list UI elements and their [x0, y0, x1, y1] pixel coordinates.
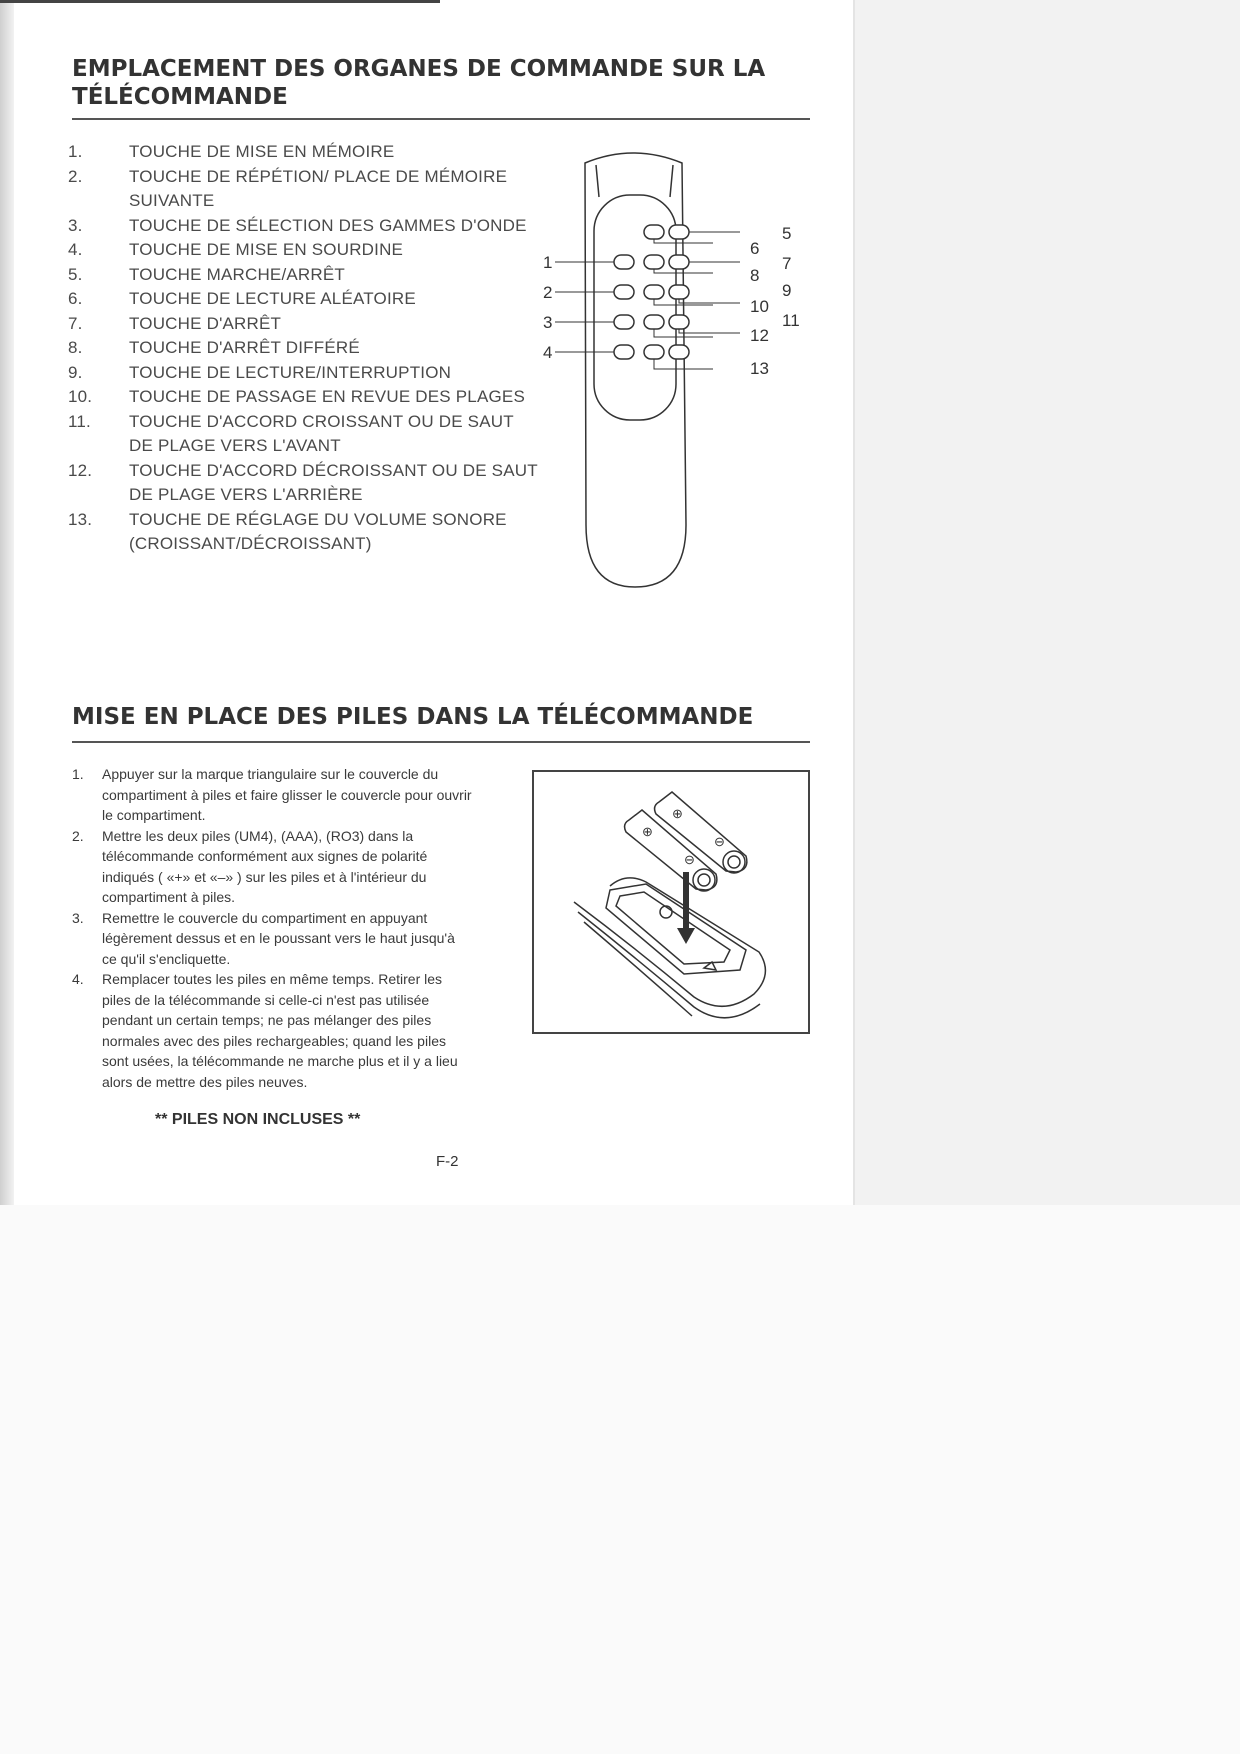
callout-label: 7 [782, 254, 792, 273]
list-item [68, 287, 538, 312]
list-item [68, 140, 538, 165]
section-divider [72, 118, 810, 120]
battery-minus-sign: ⊖ [684, 852, 695, 867]
item-text: TOUCHE DE LECTURE/INTERRUPTION [129, 362, 452, 382]
section-title-controls: EMPLACEMENT DES ORGANES DE COMMANDE SUR LA TÉLÉCOMMANDE [72, 56, 766, 110]
insert-arrow-head [677, 928, 695, 944]
callout-label: 13 [750, 359, 769, 378]
list-item [68, 385, 538, 410]
list-item [68, 312, 538, 337]
list-item [68, 165, 538, 214]
step-number: 1. [72, 766, 84, 782]
battery-1 [625, 810, 717, 890]
scan-right-margin [855, 0, 1240, 1205]
battery-plus-sign: ⊕ [642, 824, 653, 839]
item-number: 10. [68, 387, 93, 406]
list-item [68, 410, 538, 459]
list-item [72, 826, 472, 908]
item-number: 1. [68, 142, 83, 161]
item-text: TOUCHE DE RÉPÉTION/ PLACE DE MÉMOIRE SUIVANTE [129, 166, 508, 210]
item-number: 12. [68, 460, 93, 480]
scan-top-edge [0, 0, 440, 3]
remote-button [669, 225, 689, 239]
item-number: 8. [68, 338, 83, 357]
controls-list [68, 140, 538, 557]
item-number: 3. [68, 215, 83, 235]
list-item [68, 508, 538, 557]
callout-label: 8 [750, 266, 760, 285]
section-divider [72, 741, 810, 743]
callout-label: 11 [782, 311, 800, 330]
item-text: TOUCHE DE MISE EN SOURDINE [129, 240, 404, 259]
battery-minus-sign: ⊖ [714, 834, 725, 849]
page-number: F-2 [436, 1153, 459, 1170]
remote-button [614, 345, 634, 359]
leader-line [679, 329, 740, 333]
battery-installation-illustration [534, 772, 808, 1032]
list-item [68, 361, 538, 386]
callout-label: 10 [750, 297, 769, 316]
list-item [72, 969, 472, 1092]
batteries-not-included-note: ** PILES NON INCLUSES ** [155, 1111, 361, 1128]
scan-bottom-margin [0, 1205, 1240, 1754]
item-text: TOUCHE D'ACCORD DÉCROISSANT OU DE SAUT DE PLAGE VERS L'ARRIÈRE [129, 460, 538, 504]
remote-button [669, 255, 689, 269]
remote-button [644, 225, 664, 239]
remote-body [585, 153, 686, 587]
callout-label: 4 [543, 343, 553, 362]
remote-button [669, 345, 689, 359]
item-text: TOUCHE DE RÉGLAGE DU VOLUME SONORE (CROISSANT/DÉCROISSANT) [129, 509, 507, 553]
battery-steps-list [72, 764, 472, 1092]
callout-label: 3 [543, 313, 553, 332]
item-number: 5. [68, 264, 83, 284]
remote-button [614, 315, 634, 329]
item-text: TOUCHE D'ARRÊT DIFFÉRÉ [129, 338, 360, 357]
item-text: TOUCHE DE PASSAGE EN REVUE DES PLAGES [129, 387, 525, 406]
section-title-batteries: MISE EN PLACE DES PILES DANS LA TÉLÉCOMMANDE [72, 704, 754, 730]
remote-button [644, 285, 664, 299]
step-number: 3. [72, 909, 84, 926]
step-text: Mettre les deux piles (UM4), (AAA), (RO3) dans la télécommande conformément aux signes de polarité indiqués ( «+» et «–» ) sur les piles et à l'intérieur du compartiment à piles. [102, 827, 428, 905]
callout-label: 5 [782, 224, 792, 243]
remote-button [644, 345, 664, 359]
item-number: 4. [68, 240, 83, 259]
list-item [68, 214, 538, 239]
item-text: TOUCHE DE MISE EN MÉMOIRE [129, 142, 395, 161]
callout-label: 6 [750, 239, 760, 258]
remote-rear-edge [578, 912, 760, 1018]
list-item [68, 263, 538, 288]
callout-label: 2 [543, 283, 553, 302]
list-item [68, 459, 538, 508]
list-item [68, 336, 538, 361]
callout-label: 1 [543, 253, 553, 272]
remote-button [669, 285, 689, 299]
battery-plus-sign: ⊕ [672, 806, 683, 821]
callout-label: 9 [782, 281, 792, 300]
remote-button [614, 255, 634, 269]
step-number: 4. [72, 971, 84, 987]
battery-1-terminal [693, 869, 715, 891]
remote-button [644, 255, 664, 269]
item-number: 9. [68, 362, 83, 382]
item-text: TOUCHE D'ARRÊT [129, 313, 282, 333]
battery-2-terminal-cap [728, 856, 740, 868]
remote-body-inner-left [596, 165, 599, 197]
step-text: Remplacer toutes les piles en même temps. Retirer les piles de la télécommande si celle-ci n'est pas utilisée pendant un certain temps; ne pas mélanger des piles normales avec des piles rechargeables; quand les piles sont usées, la télécommande ne marche plus et il y a lieu alors de mettre des piles neuves. [102, 971, 458, 1090]
battery-2-terminal [723, 851, 745, 873]
list-item [72, 764, 472, 826]
step-text: Remettre le couvercle du compartiment en appuyant légèrement dessus et en le poussant vers le haut jusqu'à ce qu'il s'encliquette. [102, 909, 455, 967]
item-number: 6. [68, 289, 83, 308]
item-number: 7. [68, 313, 83, 333]
item-number: 11. [68, 411, 91, 431]
item-text: TOUCHE MARCHE/ARRÊT [129, 264, 346, 284]
leader-line [679, 299, 740, 303]
remote-button [644, 315, 664, 329]
battery-1-terminal-cap [698, 874, 710, 886]
item-number: 2. [68, 166, 83, 186]
item-text: TOUCHE DE LECTURE ALÉATOIRE [129, 289, 416, 308]
step-number: 2. [72, 827, 84, 844]
spring-contact [660, 906, 672, 918]
scan-left-shadow [0, 0, 14, 1205]
list-item [68, 238, 538, 263]
remote-rear-edge [584, 922, 692, 1016]
step-text: Appuyer sur la marque triangulaire sur le couvercle du compartiment à piles et faire glisser le couvercle pour ouvrir le compartiment. [102, 766, 472, 823]
remote-body-inner-right [670, 165, 673, 197]
callout-label: 12 [750, 326, 769, 345]
battery-illustration-frame [532, 770, 810, 1034]
item-number: 13. [68, 509, 93, 529]
remote-control-diagram [545, 145, 815, 590]
item-text: TOUCHE DE SÉLECTION DES GAMMES D'ONDE [129, 215, 527, 235]
remote-button [669, 315, 689, 329]
remote-button [614, 285, 634, 299]
item-text: TOUCHE D'ACCORD CROISSANT OU DE SAUT DE PLAGE VERS L'AVANT [129, 411, 514, 455]
list-item [72, 908, 472, 970]
